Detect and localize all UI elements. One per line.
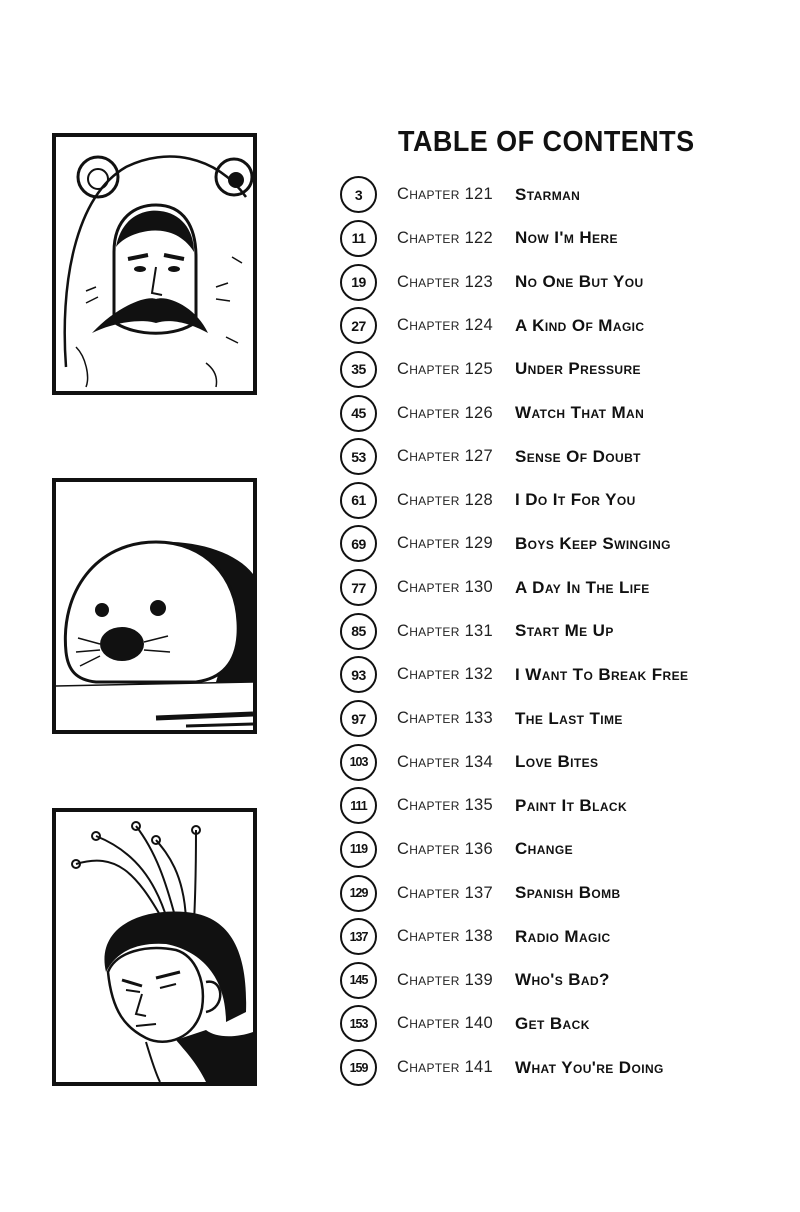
chapter-title: Paint It Black [515, 795, 628, 815]
chapter-number: Chapter 134 [397, 752, 494, 771]
page-number-badge: 69 [340, 525, 377, 562]
toc-entry[interactable] [340, 740, 790, 784]
toc-entry[interactable] [340, 871, 790, 915]
page-number-badge: 11 [340, 220, 377, 257]
page-number-badge: 45 [340, 395, 377, 432]
page-number-badge: 27 [340, 307, 377, 344]
page-number-badge: 103 [340, 744, 377, 781]
page-number-badge: 153 [340, 1005, 377, 1042]
chapter-title: No One But You [515, 272, 644, 292]
seal-illustration [56, 482, 253, 730]
chapter-title: The Last Time [515, 708, 623, 728]
page-number-badge: 61 [340, 482, 377, 519]
chapter-title: Spanish Bomb [515, 883, 621, 903]
page-number-badge: 19 [340, 264, 377, 301]
chapter-number: Chapter 131 [397, 621, 494, 640]
chapter-title: Love Bites [515, 752, 599, 772]
toc-entry[interactable] [340, 566, 790, 610]
chapter-title: Boys Keep Swinging [515, 533, 671, 553]
toc-entry[interactable] [340, 915, 790, 959]
page-number-badge: 129 [340, 875, 377, 912]
toc-entry[interactable] [340, 784, 790, 828]
toc-entry[interactable] [340, 304, 790, 348]
chapter-number: Chapter 140 [397, 1014, 494, 1033]
chapter-title: Get Back [515, 1013, 590, 1033]
page-number-badge: 3 [340, 176, 377, 213]
chapter-title: Watch That Man [515, 403, 645, 423]
chapter-number: Chapter 124 [397, 316, 494, 335]
bear-costume-illustration [56, 137, 253, 391]
chapter-title: I Do It For You [515, 490, 636, 510]
chapter-number: Chapter 122 [397, 228, 494, 247]
chapter-number: Chapter 126 [397, 403, 494, 422]
chapter-number: Chapter 129 [397, 534, 494, 553]
chapter-title: A Kind Of Magic [515, 315, 645, 335]
toc-entry[interactable] [340, 217, 790, 261]
chapter-number: Chapter 125 [397, 359, 494, 378]
antenna-boy-illustration [56, 812, 253, 1082]
page-number-badge: 159 [340, 1049, 377, 1086]
chapter-title: Radio Magic [515, 926, 611, 946]
page-number-badge: 77 [340, 569, 377, 606]
chapter-number: Chapter 128 [397, 490, 494, 509]
chapter-title: Under Pressure [515, 359, 641, 379]
chapter-number: Chapter 127 [397, 447, 494, 466]
chapter-number: Chapter 139 [397, 970, 494, 989]
chapter-number: Chapter 141 [397, 1058, 494, 1077]
illustration-seal [52, 478, 257, 734]
toc-entry[interactable] [340, 478, 790, 522]
toc-entry[interactable] [340, 697, 790, 741]
chapter-title: Change [515, 839, 574, 859]
chapter-title: Start Me Up [515, 621, 614, 641]
chapter-number: Chapter 121 [397, 185, 494, 204]
page-number-badge: 93 [340, 656, 377, 693]
toc-list [340, 173, 790, 1089]
page-number-badge: 35 [340, 351, 377, 388]
toc-entry[interactable] [340, 260, 790, 304]
page-number-badge: 97 [340, 700, 377, 737]
page-number-badge: 119 [340, 831, 377, 868]
chapter-number: Chapter 135 [397, 796, 494, 815]
chapter-title: A Day In The Life [515, 577, 650, 597]
chapter-number: Chapter 136 [397, 839, 494, 858]
toc-entry[interactable] [340, 1046, 790, 1090]
toc-entry[interactable] [340, 435, 790, 479]
chapter-title: Sense Of Doubt [515, 446, 641, 466]
chapter-number: Chapter 138 [397, 927, 494, 946]
chapter-number: Chapter 123 [397, 272, 494, 291]
chapter-number: Chapter 132 [397, 665, 494, 684]
chapter-number: Chapter 133 [397, 709, 494, 727]
page-number-badge: 145 [340, 962, 377, 999]
toc-title: TABLE OF CONTENTS [398, 126, 695, 158]
chapter-title: Starman [515, 184, 581, 204]
chapter-number: Chapter 130 [397, 578, 494, 597]
chapter-title: Now I'm Here [515, 228, 618, 248]
chapter-number: Chapter 137 [397, 883, 494, 902]
page-number-badge: 85 [340, 613, 377, 650]
toc-entry[interactable] [340, 653, 790, 697]
toc-entry[interactable] [340, 1002, 790, 1046]
toc-entry[interactable] [340, 173, 790, 217]
page-number-badge: 111 [340, 787, 377, 824]
toc-entry[interactable] [340, 522, 790, 566]
illustration-antenna-boy [52, 808, 257, 1086]
chapter-title: I Want To Break Free [515, 664, 689, 684]
illustration-bear-costume-man [52, 133, 257, 395]
toc-entry[interactable] [340, 959, 790, 1003]
toc-entry[interactable] [340, 348, 790, 392]
toc-entry[interactable] [340, 391, 790, 435]
chapter-title: What You're Doing [515, 1057, 664, 1077]
page-number-badge: 137 [340, 918, 377, 955]
page-number-badge: 53 [340, 438, 377, 475]
toc-entry[interactable] [340, 828, 790, 872]
toc-entry[interactable] [340, 609, 790, 653]
chapter-title: Who's Bad? [515, 970, 610, 990]
